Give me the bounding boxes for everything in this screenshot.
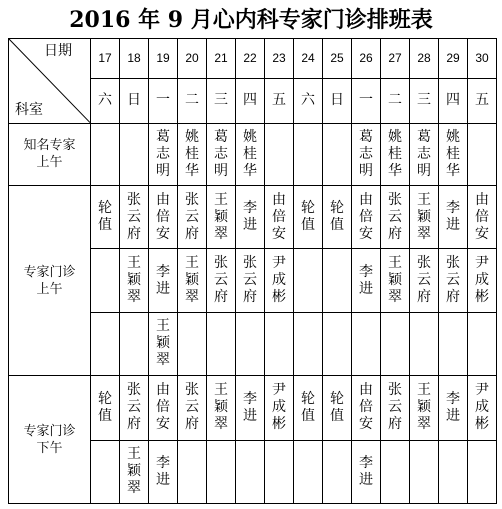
doctor-name: 张云府	[214, 255, 228, 306]
doctor-cell	[207, 123, 236, 185]
doctor-name: 王颖翠	[127, 255, 141, 306]
doctor-cell	[439, 249, 468, 312]
doctor-cell	[323, 249, 352, 312]
doctor-cell	[178, 312, 207, 375]
doctor-cell	[236, 312, 265, 375]
doctor-cell	[410, 185, 439, 248]
doctor-name: 王颖翠	[127, 446, 141, 497]
doctor-name: 轮值	[301, 200, 315, 234]
doctor-cell	[236, 376, 265, 440]
doctor-cell	[265, 123, 294, 185]
doctor-name: 姚桂华	[185, 128, 199, 179]
weekday-cell: 日	[323, 79, 352, 123]
day-number-cell: 29	[439, 39, 468, 79]
doctor-name: 葛志明	[214, 128, 228, 179]
doctor-cell	[468, 249, 497, 312]
doctor-cell	[381, 249, 410, 312]
schedule-row	[9, 123, 497, 185]
doctor-cell	[207, 440, 236, 503]
doctor-cell	[294, 312, 323, 375]
doctor-cell	[120, 123, 149, 185]
doctor-cell	[294, 440, 323, 503]
doctor-cell	[410, 440, 439, 503]
doctor-cell	[323, 185, 352, 248]
doctor-cell	[439, 185, 468, 248]
day-number-cell: 21	[207, 39, 236, 79]
doctor-cell	[236, 249, 265, 312]
day-number-cell: 24	[294, 39, 323, 79]
doctor-name: 李进	[446, 200, 460, 234]
doctor-name: 张云府	[127, 382, 141, 433]
day-number-cell: 20	[178, 39, 207, 79]
doctor-name: 张云府	[185, 191, 199, 242]
doctor-name: 王颖翠	[156, 318, 170, 369]
doctor-cell	[265, 249, 294, 312]
weekday-cell: 日	[120, 79, 149, 123]
doctor-name: 李进	[156, 454, 170, 488]
department-label	[9, 123, 91, 185]
doctor-name: 张云府	[185, 382, 199, 433]
doctor-cell	[265, 440, 294, 503]
weekday-cell: 二	[178, 79, 207, 123]
doctor-name: 尹成彬	[475, 255, 489, 306]
doctor-cell	[178, 440, 207, 503]
doctor-name: 张云府	[446, 255, 460, 306]
weekday-cell: 三	[207, 79, 236, 123]
doctor-name: 轮值	[301, 390, 315, 424]
doctor-name: 轮值	[98, 390, 112, 424]
doctor-cell	[91, 312, 120, 375]
day-number-cell: 17	[91, 39, 120, 79]
doctor-name: 葛志明	[417, 128, 431, 179]
day-number-cell: 19	[149, 39, 178, 79]
doctor-cell	[236, 123, 265, 185]
doctor-name: 葛志明	[359, 128, 373, 179]
doctor-cell	[410, 249, 439, 312]
doctor-name: 王颖翠	[388, 255, 402, 306]
day-number-cell: 22	[236, 39, 265, 79]
weekday-cell: 五	[468, 79, 497, 123]
doctor-cell	[381, 440, 410, 503]
doctor-cell	[294, 185, 323, 248]
day-number-cell: 28	[410, 39, 439, 79]
doctor-cell	[410, 123, 439, 185]
doctor-cell	[439, 376, 468, 440]
doctor-cell	[91, 185, 120, 248]
doctor-name: 姚桂华	[446, 128, 460, 179]
doctor-name: 王颖翠	[214, 191, 228, 242]
weekday-cell: 六	[294, 79, 323, 123]
header-corner	[9, 39, 91, 124]
doctor-cell	[236, 185, 265, 248]
department-label	[9, 185, 91, 375]
doctor-name: 王颖翠	[417, 382, 431, 433]
day-number-cell: 18	[120, 39, 149, 79]
doctor-cell	[352, 312, 381, 375]
doctor-name: 李进	[243, 200, 257, 234]
doctor-cell	[265, 185, 294, 248]
doctor-cell	[265, 376, 294, 440]
doctor-name: 由倍安	[156, 382, 170, 433]
doctor-cell	[294, 249, 323, 312]
doctor-cell	[468, 440, 497, 503]
doctor-cell	[120, 312, 149, 375]
doctor-cell	[91, 123, 120, 185]
weekday-cell: 二	[381, 79, 410, 123]
schedule-row	[9, 185, 497, 248]
department-label-text: 知名专家上午	[23, 138, 76, 171]
weekday-cell: 六	[91, 79, 120, 123]
doctor-name: 由倍安	[359, 191, 373, 242]
doctor-cell	[323, 312, 352, 375]
doctor-cell	[178, 249, 207, 312]
doctor-cell	[468, 376, 497, 440]
doctor-cell	[323, 440, 352, 503]
doctor-name: 王颖翠	[185, 255, 199, 306]
doctor-cell	[91, 440, 120, 503]
weekday-cell: 一	[149, 79, 178, 123]
weekday-cell: 三	[410, 79, 439, 123]
doctor-cell	[178, 185, 207, 248]
doctor-name: 李进	[359, 263, 373, 297]
doctor-cell	[381, 376, 410, 440]
doctor-cell	[265, 312, 294, 375]
doctor-name: 王颖翠	[417, 191, 431, 242]
weekday-cell: 一	[352, 79, 381, 123]
doctor-cell	[468, 123, 497, 185]
doctor-cell	[178, 376, 207, 440]
doctor-name: 轮值	[330, 390, 344, 424]
doctor-cell	[120, 249, 149, 312]
doctor-cell	[352, 185, 381, 248]
doctor-cell	[149, 312, 178, 375]
doctor-name: 张云府	[388, 382, 402, 433]
doctor-cell	[149, 185, 178, 248]
doctor-name: 张云府	[243, 255, 257, 306]
doctor-cell	[439, 440, 468, 503]
schedule-row	[9, 376, 497, 440]
doctor-cell	[207, 376, 236, 440]
department-label-text: 专家门诊上午	[23, 264, 76, 297]
day-number-cell: 25	[323, 39, 352, 79]
doctor-name: 李进	[156, 263, 170, 297]
doctor-cell	[294, 376, 323, 440]
doctor-name: 张云府	[127, 191, 141, 242]
doctor-cell	[236, 440, 265, 503]
doctor-cell	[410, 312, 439, 375]
schedule-table	[8, 38, 497, 504]
day-number-cell: 27	[381, 39, 410, 79]
doctor-name: 李进	[446, 390, 460, 424]
doctor-cell	[294, 123, 323, 185]
doctor-cell	[352, 249, 381, 312]
doctor-name: 李进	[359, 454, 373, 488]
doctor-cell	[352, 123, 381, 185]
doctor-cell	[207, 185, 236, 248]
doctor-name: 轮值	[330, 200, 344, 234]
doctor-cell	[149, 249, 178, 312]
doctor-name: 由倍安	[359, 382, 373, 433]
doctor-cell	[323, 376, 352, 440]
doctor-cell	[439, 312, 468, 375]
doctor-cell	[207, 249, 236, 312]
doctor-name: 轮值	[98, 200, 112, 234]
doctor-cell	[352, 440, 381, 503]
doctor-cell	[91, 376, 120, 440]
weekday-cell: 四	[439, 79, 468, 123]
doctor-name: 由倍安	[475, 191, 489, 242]
doctor-cell	[381, 312, 410, 375]
weekday-cell: 四	[236, 79, 265, 123]
doctor-name: 张云府	[417, 255, 431, 306]
doctor-cell	[410, 376, 439, 440]
day-number-cell: 26	[352, 39, 381, 79]
doctor-name: 由倍安	[156, 191, 170, 242]
weekday-cell: 五	[265, 79, 294, 123]
doctor-cell	[207, 312, 236, 375]
doctor-name: 尹成彬	[272, 382, 286, 433]
doctor-name: 姚桂华	[388, 128, 402, 179]
doctor-name: 由倍安	[272, 191, 286, 242]
dept-header-label: 科室	[15, 101, 43, 118]
date-header-label: 日期	[44, 43, 72, 59]
doctor-cell	[439, 123, 468, 185]
doctor-cell	[381, 123, 410, 185]
page-title: 2016 年 9 月心内科专家门诊排班表	[69, 7, 433, 33]
doctor-cell	[468, 185, 497, 248]
doctor-cell	[468, 312, 497, 375]
doctor-cell	[149, 440, 178, 503]
department-label-text: 专家门诊下午	[23, 423, 76, 456]
doctor-name: 姚桂华	[243, 128, 257, 179]
doctor-cell	[323, 123, 352, 185]
day-number-cell: 23	[265, 39, 294, 79]
doctor-name: 尹成彬	[272, 255, 286, 306]
day-number-cell: 30	[468, 39, 497, 79]
doctor-cell	[178, 123, 207, 185]
doctor-name: 张云府	[388, 191, 402, 242]
doctor-cell	[381, 185, 410, 248]
doctor-cell	[149, 376, 178, 440]
doctor-cell	[120, 440, 149, 503]
doctor-name: 王颖翠	[214, 382, 228, 433]
doctor-cell	[352, 376, 381, 440]
department-label	[9, 376, 91, 504]
doctor-name: 尹成彬	[475, 382, 489, 433]
doctor-cell	[120, 185, 149, 248]
doctor-cell	[149, 123, 178, 185]
doctor-cell	[91, 249, 120, 312]
doctor-name: 葛志明	[156, 128, 170, 179]
doctor-cell	[120, 376, 149, 440]
doctor-name: 李进	[243, 390, 257, 424]
